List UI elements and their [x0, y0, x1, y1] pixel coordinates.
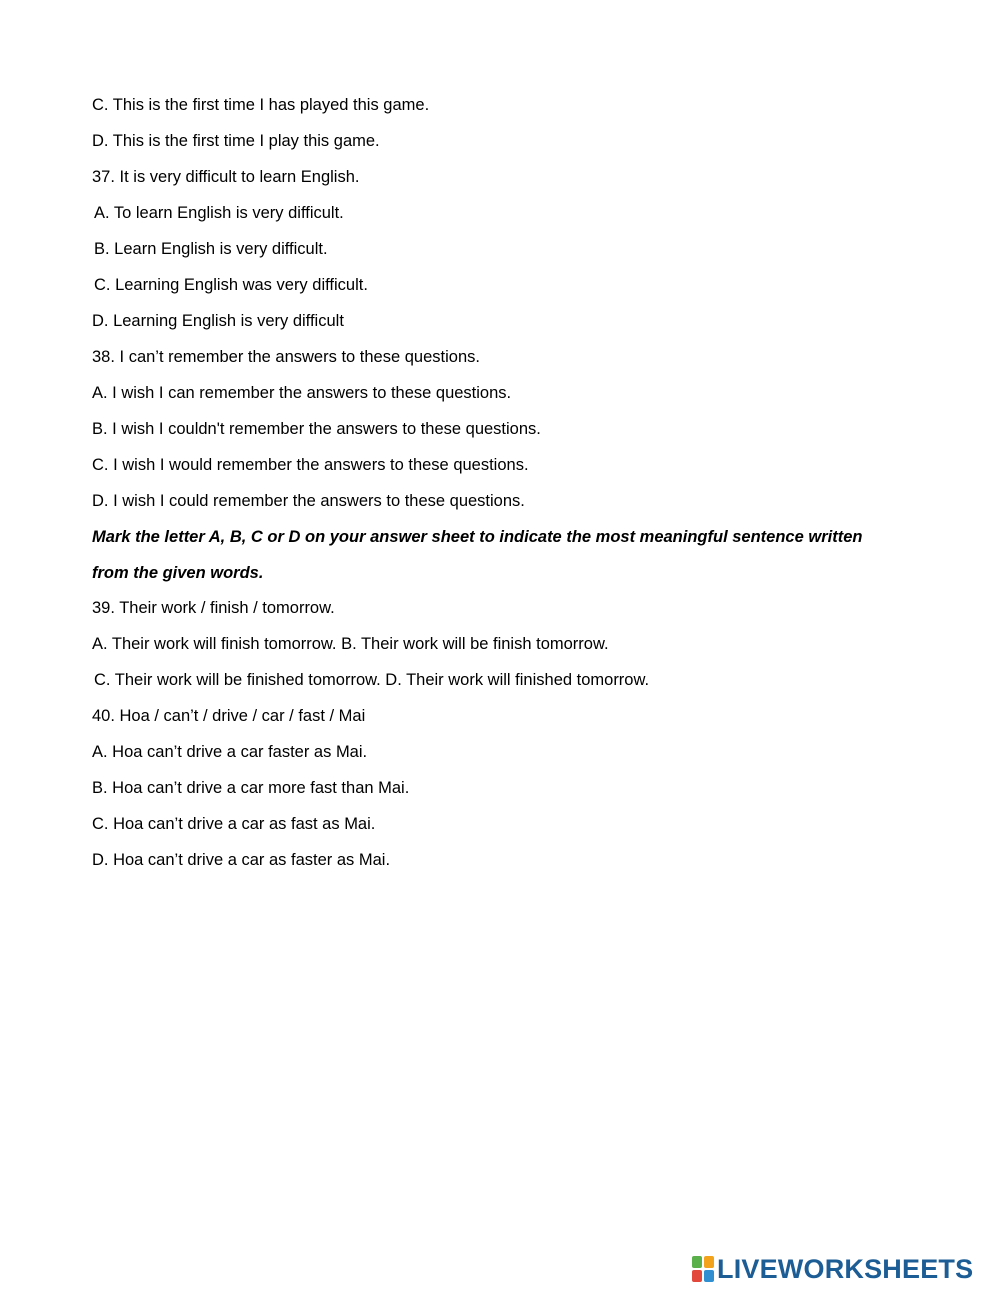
liveworksheets-logo — [692, 1254, 973, 1284]
option-36d: D. This is the first time I play this game. — [92, 132, 380, 150]
option-36c: C. This is the first time I has played this game. — [92, 96, 430, 114]
logo-text: LIVEWORKSHEETS — [717, 1254, 974, 1284]
question-37: 37. It is very difficult to learn English. — [92, 168, 360, 186]
options-39ab: A. Their work will finish tomorrow. B. Their work will be finish tomorrow. — [92, 635, 609, 653]
option-38a: A. I wish I can remember the answers to these questions. — [92, 384, 512, 402]
option-40c: C. Hoa can’t drive a car as fast as Mai. — [92, 815, 376, 833]
option-37b: B. Learn English is very difficult. — [94, 240, 328, 258]
logo-tile-blue — [704, 1270, 714, 1282]
question-39: 39. Their work / finish / tomorrow. — [92, 599, 335, 617]
option-40d: D. Hoa can’t drive a car as faster as Mai. — [92, 851, 391, 869]
question-40: 40. Hoa / can’t / drive / car / fast / Mai — [92, 707, 366, 725]
section-instruction-line-2: from the given words. — [92, 564, 264, 582]
logo-tile-orange — [704, 1256, 714, 1268]
options-39cd: C. Their work will be finished tomorrow. D. Their work will finished tomorrow. — [94, 671, 650, 689]
liveworksheets-logo-icon — [692, 1256, 714, 1282]
option-40a: A. Hoa can’t drive a car faster as Mai. — [92, 743, 368, 761]
option-38c: C. I wish I would remember the answers to these questions. — [92, 456, 529, 474]
option-38b: B. I wish I couldn't remember the answers to these questions. — [92, 420, 541, 438]
option-37d: D. Learning English is very difficult — [92, 312, 344, 330]
option-37a: A. To learn English is very difficult. — [94, 204, 344, 222]
logo-tile-green — [692, 1256, 702, 1268]
option-40b: B. Hoa can’t drive a car more fast than Mai. — [92, 779, 410, 797]
option-37c: C. Learning English was very difficult. — [94, 276, 368, 294]
option-38d: D. I wish I could remember the answers to these questions. — [92, 492, 525, 510]
logo-tile-red — [692, 1270, 702, 1282]
section-instruction-line-1: Mark the letter A, B, C or D on your answer sheet to indicate the most meaningful sentence written — [92, 528, 863, 546]
question-38: 38. I can’t remember the answers to these questions. — [92, 348, 480, 366]
